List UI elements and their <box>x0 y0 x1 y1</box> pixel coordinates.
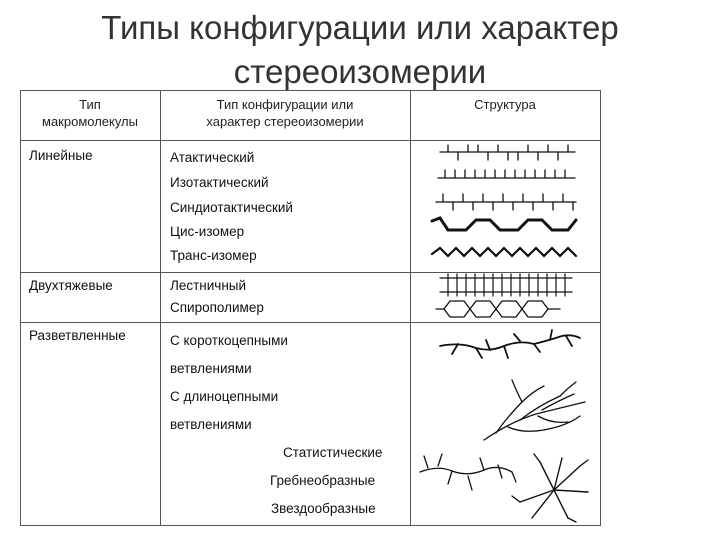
statistical-branched-structure-icon <box>420 454 516 490</box>
slide-title <box>0 6 720 94</box>
config-spiropolymer: Спирополимер <box>170 300 264 315</box>
ladder-structure-icon <box>440 274 572 296</box>
trans-isomer-structure-icon <box>432 248 576 256</box>
config-isotactic: Изотактический <box>170 175 269 190</box>
config-star: Звездообразные <box>271 501 376 516</box>
header-macromolecule-type: Тип макромолекулы <box>42 97 138 129</box>
header-structure: Структура <box>474 97 536 112</box>
row-type-branched: Разветвленные <box>29 328 126 343</box>
stereoisomerism-table <box>20 90 601 526</box>
spiropolymer-structure-icon <box>436 301 560 317</box>
row-type-linear: Линейные <box>29 148 93 163</box>
header-configuration-type: Тип конфигурации или характер стереоизомерии <box>206 97 364 129</box>
config-ladder: Лестничный <box>170 278 247 293</box>
syndiotactic-structure-icon <box>436 194 576 210</box>
config-atactic: Атактический <box>170 150 255 165</box>
config-short-chain-line2: ветвлениями <box>170 361 252 376</box>
row-type-double-strand: Двухтяжевые <box>29 278 113 293</box>
config-trans-isomer: Транс-изомер <box>170 248 257 263</box>
isotactic-structure-icon <box>438 170 575 178</box>
structure-drawings <box>20 90 601 526</box>
short-chain-branched-structure-icon <box>440 330 580 358</box>
title-line-1: Типы конфигурации или характер <box>101 9 619 46</box>
config-syndiotactic: Синдиотактический <box>170 200 293 215</box>
config-long-chain-line1: С длиноцепными <box>170 389 279 404</box>
config-long-chain-line2: ветвлениями <box>170 417 252 432</box>
cis-isomer-structure-icon <box>432 218 576 230</box>
title-line-2: стереоизомерии <box>233 53 487 90</box>
atactic-structure-icon <box>440 145 575 160</box>
config-cis-isomer: Цис-изомер <box>170 224 245 239</box>
config-short-chain-line1: С короткоцепными <box>170 333 288 348</box>
long-chain-branched-structure-icon <box>484 380 585 440</box>
config-statistical: Статистические <box>283 445 383 460</box>
config-comb: Гребнеобразные <box>270 473 376 488</box>
star-branched-structure-icon <box>512 454 588 522</box>
